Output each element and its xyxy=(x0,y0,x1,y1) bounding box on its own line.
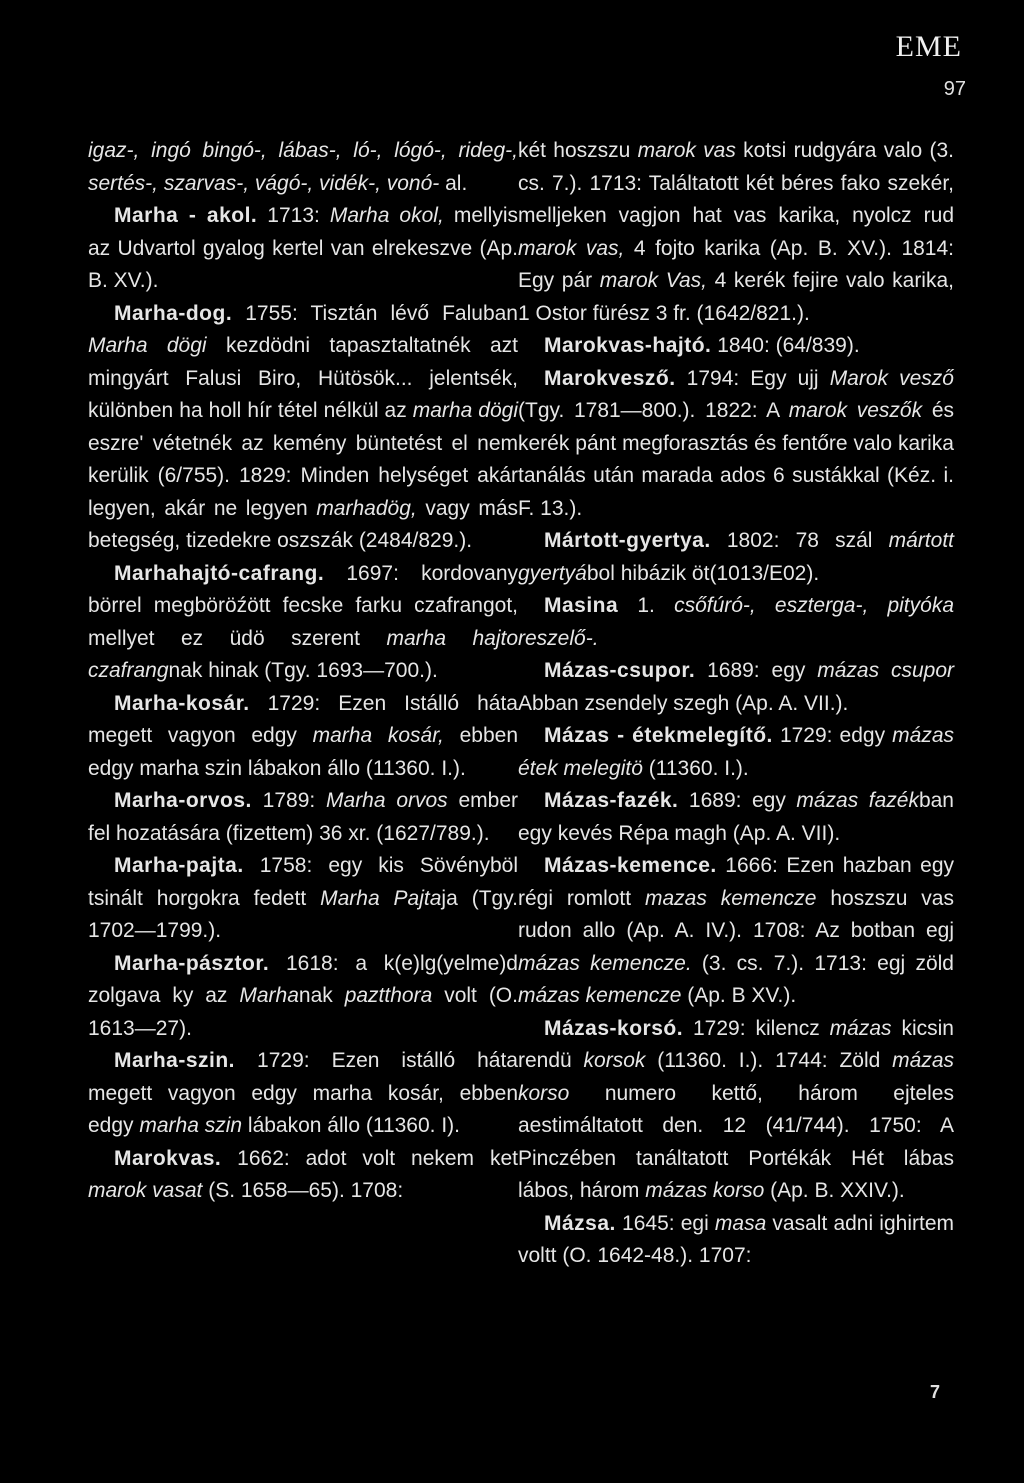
entry-quoted-term: marha szin xyxy=(139,1114,243,1137)
entry-quoted-term: paztthora xyxy=(344,984,433,1007)
entry-headword: Masina xyxy=(544,594,619,617)
entry-quoted-term: csőfúró-, eszterga-, pityóka reszelő-. xyxy=(518,594,954,650)
entry-quoted-term: Marha dögi xyxy=(88,334,207,357)
entry-text: 1713: xyxy=(257,204,330,227)
entry-text: nak hinak (Tgy. 1693—700.). xyxy=(168,659,438,682)
entry-text: (3. cs. 7.). 1713: egj zöld xyxy=(691,951,954,975)
entry-text: 1729: Ezen istálló háta megett vagyon edgy marha kosár, ebben edgy xyxy=(88,1049,518,1137)
entry-headword: Marokvas-hajtó. xyxy=(544,334,712,357)
dictionary-entry-marokvas xyxy=(88,1143,518,1208)
entry-text: 1689: egy xyxy=(678,789,797,812)
entry-quoted-term: marok veszők xyxy=(788,399,923,422)
entry-text: (11360. I.). 1744: Zöld xyxy=(645,1049,893,1072)
entry-headword: Mázas - étekmelegítő. xyxy=(544,724,773,747)
entry-quoted-term: Marha okol, xyxy=(329,204,444,227)
dictionary-entry-mazas-korso xyxy=(518,1013,954,1208)
entry-text: 1755: Tisztán lévő Faluban xyxy=(232,301,518,325)
dictionary-entry-mazas-etekmelegito xyxy=(518,720,954,785)
entry-text: 1794: Egy ujj xyxy=(675,366,830,390)
dictionary-entry-marha-akol xyxy=(88,200,518,298)
entry-quoted-term: marok vasat xyxy=(88,1179,203,1202)
right-column xyxy=(518,135,954,1273)
entry-text: al. xyxy=(439,171,468,195)
entry-headword: Marha-szin. xyxy=(114,1049,236,1072)
entry-text: ja (Tgy. 1702—1799.). xyxy=(88,886,518,942)
entry-quoted-term: korsok xyxy=(583,1049,646,1072)
entry-text: nak xyxy=(298,984,345,1007)
entry-text: vasalt adni ighirtem voltt (O. 1642-48.). 1707: xyxy=(518,1211,954,1267)
dictionary-entry-marokvas-cont xyxy=(518,135,954,330)
dictionary-entry-masina xyxy=(518,590,954,655)
journal-title: EME xyxy=(895,30,962,63)
dictionary-entry-mazas-kemence xyxy=(518,850,954,1013)
entry-text: 1618: a k(e)lg(yelme)d zolgava ky az xyxy=(88,951,518,1007)
entry-quoted-term: Marha xyxy=(239,984,299,1007)
entry-text: és kerék pánt megforasztás és fentőre valo karika tanálás után marada ados 6 sustákkal (Kéz. i. F. 13.). xyxy=(518,399,954,520)
entry-headword: Marokvas. xyxy=(114,1146,222,1170)
dictionary-entry-martott-gyertya xyxy=(518,525,954,590)
entry-text: hoszszu vas rudon allo (Ap. A. IV.). 1708: Az botban egj xyxy=(518,886,954,942)
entry-text: 4 fojto karika (Ap. B. XV.). 1814: Egy pár xyxy=(518,236,954,292)
entry-text: (S. 1658—65). 1708: xyxy=(202,1179,404,1202)
entry-quoted-term: marok vas xyxy=(637,139,736,162)
entry-quoted-term: masa xyxy=(714,1211,767,1235)
entry-quoted-term: Marha orvos xyxy=(326,789,448,812)
dictionary-entry-marha-orvos xyxy=(88,785,518,850)
entry-quoted-term: mázas fazék xyxy=(796,789,919,812)
entry-text: ebben edgy marha szin lábakon állo (11360. I.). xyxy=(88,724,519,780)
page-number: 97 xyxy=(943,78,966,100)
entry-headword: Mázas-fazék. xyxy=(544,789,679,812)
dictionary-entry-marha-pajta xyxy=(88,850,518,948)
entry-text: bol hibázik öt(1013/E02). xyxy=(586,561,820,585)
entry-quoted-term: mázas xyxy=(829,1016,892,1040)
dictionary-entry-marha-szin xyxy=(88,1045,518,1143)
entry-text: volt (O. 1613—27). xyxy=(88,984,518,1040)
entry-quoted-term: Marha Pajta xyxy=(320,886,442,910)
dictionary-entry-marokvesz xyxy=(518,363,954,526)
entry-text: vagy más betegség, tizedekre oszszák (2484/829.). xyxy=(88,496,518,552)
left-column xyxy=(88,135,518,1208)
entry-quoted-term: marha kosár, xyxy=(312,724,444,747)
entry-text: (11360. I.). xyxy=(642,756,749,780)
entry-text: mellyis az Udvartol gyalog kertel van elrekeszve (Ap. B. XV.). xyxy=(88,204,518,292)
entry-quoted-term: marok Vas, xyxy=(599,269,707,292)
entry-text: 1802: 78 szál xyxy=(710,529,889,552)
entry-headword: Marha-pásztor. xyxy=(114,951,270,975)
dictionary-entry-mazsa xyxy=(518,1208,954,1273)
entry-quoted-term: mázas csupor xyxy=(817,659,955,682)
entry-text: eszre' vétetnék az kemény büntetést el nem kerülik (6/755). 1829: Minden helységet akár legyen, akár ne legyen xyxy=(88,431,518,520)
entry-text: (Tgy. 1781—800.). 1822: A xyxy=(518,399,789,422)
entry-text: kezdödni tapasztaltatnék azt mingyárt Falusi Biro, Hütösök... jelentsék, különben ha holl hír tétel nélkül az xyxy=(88,334,519,422)
entry-text: ember fel hozatására (fizettem) 36 xr. (1627/789.). xyxy=(88,789,518,845)
entry-headword: Mártott-gyertya. xyxy=(544,529,711,552)
entry-text: numero kettő, három ejteles aestimáltatott den. 12 (41/744). 1750: A Pinczében tanáltatott Portékák Hét lábas lábos, három xyxy=(518,1081,954,1202)
entry-headword: Mázas-csupor. xyxy=(544,659,696,682)
entry-text: Abban zsendely szegh (Ap. A. VII.). xyxy=(518,691,849,715)
entry-quoted-term: marok vas, xyxy=(518,236,625,260)
entry-quoted-term: mázas kemencze xyxy=(518,984,682,1007)
entry-text: 1689: egy xyxy=(695,659,818,682)
entry-text: (Ap. B. XXIV.). xyxy=(764,1179,905,1202)
entry-text: 4 kerék fejire valo karika, 1 Ostor fürész 3 fr. (1642/821.). xyxy=(518,269,954,325)
entry-quoted-term: mázas korso xyxy=(645,1179,765,1202)
entry-text: 1666: Ezen hazban egy régi romlott xyxy=(518,854,954,910)
dictionary-entry-intro xyxy=(88,135,518,200)
entry-headword: Marha-dog. xyxy=(114,301,233,325)
entry-quoted-term: igaz-, ingó bingó-, lábas-, ló-, lógó-, rideg-, sertés-, szarvas-, vágó-, vidék-, vonó- xyxy=(88,139,518,195)
entry-text: 1840: (64/839). xyxy=(711,334,860,357)
entry-quoted-term: mázas kemencze. xyxy=(518,951,692,975)
entry-text: 1729: Ezen Istálló háta megett vagyon edgy xyxy=(88,691,518,747)
entry-quoted-term: mázas korso xyxy=(518,1049,954,1105)
entry-text: 1789: xyxy=(251,789,327,812)
dictionary-entry-marha-dog xyxy=(88,298,518,558)
entry-text: 1645: egi xyxy=(615,1211,715,1235)
entry-headword: Mázas-korsó. xyxy=(544,1016,684,1040)
entry-headword: Mázas-kemence. xyxy=(544,854,717,877)
dictionary-entry-marokvas-hajto xyxy=(518,330,954,363)
entry-headword: Marokvesző. xyxy=(544,366,676,390)
dictionary-entry-marha-pasztor xyxy=(88,948,518,1046)
entry-headword: Marha-kosár. xyxy=(114,691,250,715)
dictionary-entry-marhahajto-cafrang xyxy=(88,558,518,688)
dictionary-entry-mazas-fazek xyxy=(518,785,954,850)
entry-quoted-term: mazas kemencze xyxy=(645,886,817,910)
entry-quoted-term: marhadög, xyxy=(316,496,417,520)
entry-quoted-term: mázas étek melegitö xyxy=(518,724,955,780)
entry-quoted-term: mártott gyertyá xyxy=(518,529,954,585)
entry-headword: Mázsa. xyxy=(544,1211,616,1235)
entry-text: lábakon állo (11360. I). xyxy=(242,1114,460,1137)
entry-text: ban egy kevés Répa magh (Ap. A. VII). xyxy=(518,789,954,845)
entry-headword: Marhahajtó-cafrang. xyxy=(114,561,325,585)
entry-text: két hoszszu xyxy=(518,139,638,162)
entry-text: 1697: kordovany börrel megböröźött fecske farku czafrangot, mellyet ez üdö szerent xyxy=(88,561,518,650)
entry-headword: Marha-orvos. xyxy=(114,789,252,812)
entry-text: 1729: kilencz xyxy=(683,1016,830,1040)
dictionary-entry-marha-kosar xyxy=(88,688,518,786)
entry-text: 1. xyxy=(618,594,675,617)
printer-signature-mark: 7 xyxy=(929,1382,940,1402)
entry-text: kotsi rudgyára valo (3. cs. 7.). 1713: Találtatott két béres fako szekér, melljeken vagjon hat vas karika, nyolcz rud xyxy=(518,139,955,227)
entry-headword: Marha-pajta. xyxy=(114,854,244,877)
entry-text: 1729: edgy xyxy=(772,724,893,747)
entry-quoted-term: marha hajto czafrang xyxy=(88,626,518,682)
entry-text: (Ap. B XV.). xyxy=(681,984,797,1007)
entry-text: kicsin rendü xyxy=(518,1016,954,1072)
entry-text: 1662: adot volt nekem ket xyxy=(221,1146,518,1170)
entry-headword: Marha - akol. xyxy=(114,204,258,227)
entry-text: 1758: egy kis Sövényböl tsinált horgokra fedett xyxy=(88,854,518,910)
entry-quoted-term: Marok vesző xyxy=(829,366,954,390)
entry-quoted-term: marha dögi xyxy=(412,399,518,422)
dictionary-entry-mazas-csupor xyxy=(518,655,954,720)
